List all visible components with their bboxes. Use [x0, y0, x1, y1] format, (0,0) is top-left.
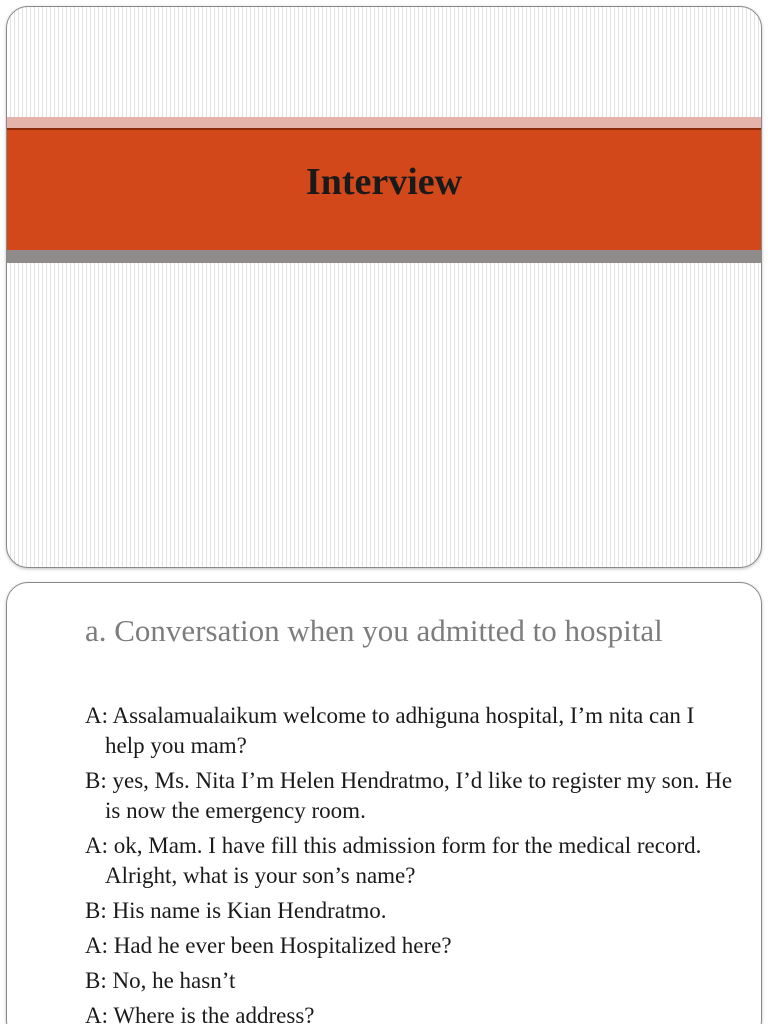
content-slide — [6, 582, 762, 1024]
dialogue-line: A: Had he ever been Hospitalized here? — [85, 933, 452, 958]
dialogue-list — [85, 701, 735, 1024]
dialogue-line: B: yes, Ms. Nita I’m Helen Hendratmo, I’d like to register my son. He is now the emergency room. — [85, 768, 733, 823]
dialogue-line: A: ok, Mam. I have fill this admission form for the medical record. Alright, what is your son’s name? — [85, 833, 702, 888]
dialogue-line: B: His name is Kian Hendratmo. — [85, 898, 387, 923]
band-main — [7, 128, 761, 250]
slide-title: Interview — [305, 161, 463, 203]
dialogue-line: A: Where is the address? — [85, 1003, 315, 1024]
title-slide — [6, 6, 762, 568]
dialogue-line: B: No, he hasn’t — [85, 968, 236, 993]
title-band — [7, 117, 761, 263]
section-heading: a. Conversation when you admitted to hospital — [85, 613, 663, 648]
dialogue-line: A: Assalamualaikum welcome to adhiguna hospital, I’m nita can I help you mam? — [85, 703, 695, 758]
band-top-stripe — [7, 117, 761, 128]
band-bottom-stripe — [7, 250, 761, 263]
